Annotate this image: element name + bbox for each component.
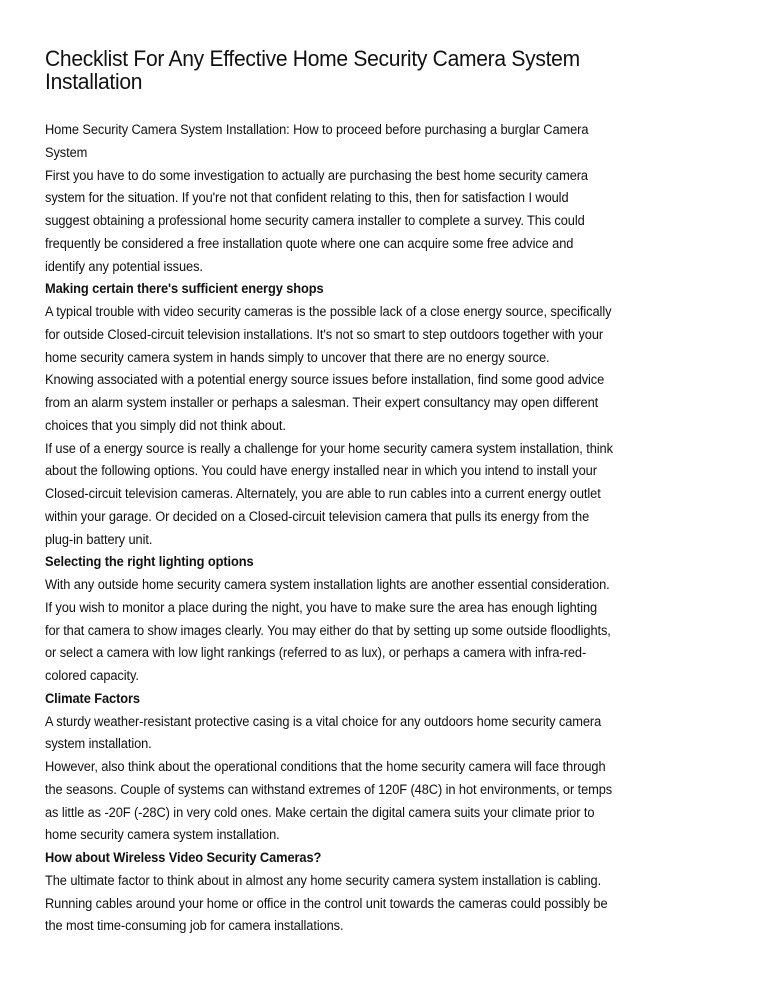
text-line: within your garage. Or decided on a Closed-circuit television camera that pulls its energy from the bbox=[45, 508, 590, 525]
text-line: home security camera system in hands simply to uncover that there are no energy source. bbox=[45, 349, 550, 366]
text-line: or select a camera with low light rankings (referred to as lux), or perhaps a camera with infra-red- bbox=[45, 645, 587, 662]
text-line: If use of a energy source is really a challenge for your home security camera system installation, think bbox=[45, 440, 613, 457]
text-line: colored capacity. bbox=[45, 668, 139, 684]
text-line: the seasons. Couple of systems can withstand extremes of 120F (48C) in hot environments, or temps bbox=[45, 781, 613, 798]
text-line: With any outside home security camera system installation lights are another essential consideration. bbox=[45, 577, 610, 593]
text-line: for outside Closed-circuit television installations. It's not so smart to step outdoors together with your bbox=[45, 326, 604, 343]
document-page bbox=[45, 47, 735, 938]
text-line: the most time-consuming job for camera installations. bbox=[45, 918, 344, 935]
text-line: A sturdy weather-resistant protective casing is a vital choice for any outdoors home security camera bbox=[45, 713, 602, 730]
section-heading: Making certain there's sufficient energy shops bbox=[45, 281, 324, 298]
text-line: Closed-circuit television cameras. Alternately, you are able to run cables into a current energy outlet bbox=[45, 486, 601, 502]
text-line: First you have to do some investigation to actually are purchasing the best home security camera bbox=[45, 167, 588, 184]
text-line: The ultimate factor to think about in almost any home security camera system installation is cabling. bbox=[45, 872, 602, 889]
section-climate-factors bbox=[45, 688, 735, 847]
text-line: choices that you simply did not think about. bbox=[45, 417, 286, 434]
text-line: as little as -20F (-28C) in very cold ones. Make certain the digital camera suits your climate prior to bbox=[45, 804, 595, 821]
section-wireless-cameras bbox=[45, 847, 735, 938]
text-line: system installation. bbox=[45, 736, 152, 753]
title-line: Installation bbox=[45, 69, 143, 94]
text-line: suggest obtaining a professional home security camera installer to complete a survey. This could bbox=[45, 213, 585, 229]
text-line: from an alarm system installer or perhaps a salesman. Their expert consultancy may open different bbox=[45, 395, 599, 411]
text-line: frequently be considered a free installation quote where one can acquire some free advice and bbox=[45, 235, 574, 252]
section-heading: Climate Factors bbox=[45, 690, 140, 707]
text-line: Knowing associated with a potential energy source issues before installation, find some good advice bbox=[45, 372, 605, 389]
title-line: Checklist For Any Effective Home Security Camera System bbox=[45, 46, 580, 71]
section-energy-shops bbox=[45, 278, 735, 551]
text-line: identify any potential issues. bbox=[45, 258, 203, 275]
section-heading: Selecting the right lighting options bbox=[45, 554, 254, 571]
text-line: system for the situation. If you're not that confident relating to this, then for satisfaction I would bbox=[45, 190, 569, 207]
text-line: System bbox=[45, 144, 88, 161]
section-lighting-options bbox=[45, 551, 735, 688]
text-line: Home Security Camera System Installation: How to proceed before purchasing a burglar Camera bbox=[45, 122, 589, 138]
text-line: However, also think about the operational conditions that the home security camera will face through bbox=[45, 759, 606, 775]
text-line: A typical trouble with video security cameras is the possible lack of a close energy source, specifically bbox=[45, 304, 612, 320]
text-line: home security camera system installation. bbox=[45, 827, 280, 844]
intro-section bbox=[45, 119, 735, 278]
document-body bbox=[45, 119, 735, 938]
text-line: If you wish to monitor a place during the night, you have to make sure the area has enough lighting bbox=[45, 599, 598, 616]
text-line: Running cables around your home or office in the control unit towards the cameras could possibly be bbox=[45, 895, 608, 912]
text-line: plug-in battery unit. bbox=[45, 531, 153, 548]
section-heading: How about Wireless Video Security Cameras? bbox=[45, 850, 322, 866]
text-line: about the following options. You could have energy installed near in which you intend to install your bbox=[45, 463, 597, 480]
document-title bbox=[45, 47, 690, 93]
text-line: for that camera to show images clearly. You may either do that by setting up some outside floodlights, bbox=[45, 622, 611, 639]
